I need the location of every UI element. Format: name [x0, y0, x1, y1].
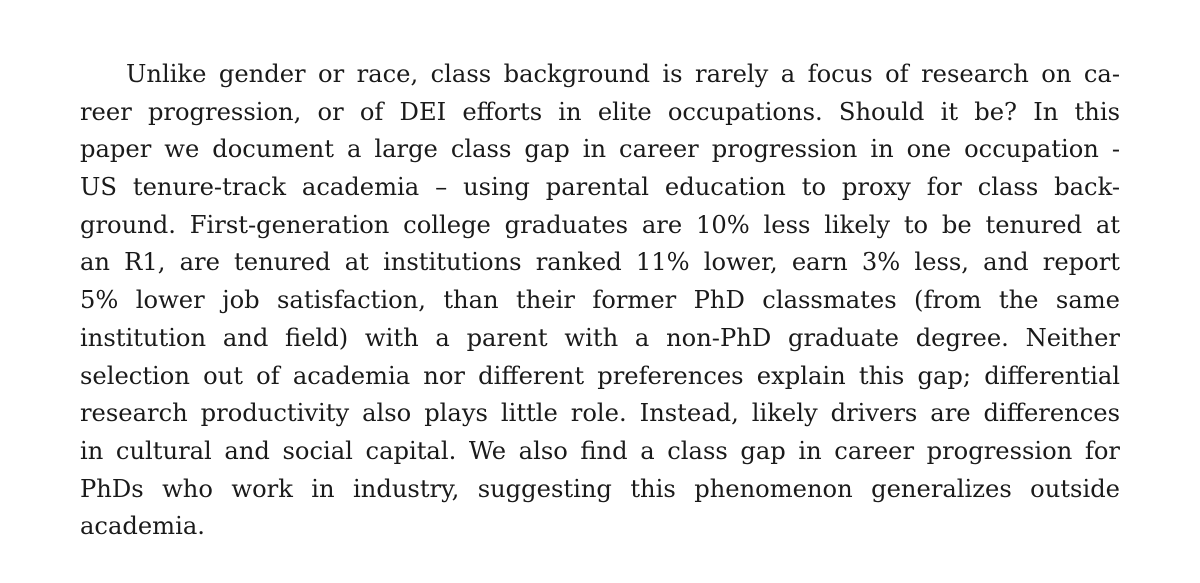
abstract-line: in cultural and social capital. We also find a class gap in career progression for: [80, 436, 1120, 465]
abstract-paragraph: [80, 56, 1120, 546]
abstract-line: 5% lower job satisfaction, than their former PhD classmates (from the same: [80, 286, 1120, 315]
abstract-line: paper we document a large class gap in career progression in one occupation -: [80, 135, 1120, 164]
abstract-line: academia.: [80, 512, 205, 541]
abstract-line: research productivity also plays little role. Instead, likely drivers are differences: [80, 399, 1120, 428]
abstract-line: US tenure-track academia – using parental education to proxy for class back-: [80, 173, 1120, 202]
abstract-line: Unlike gender or race, class background is rarely a focus of research on ca-: [126, 60, 1120, 88]
abstract-line: selection out of academia nor different preferences explain this gap; differential: [80, 361, 1120, 390]
abstract-line: institution and field) with a parent with a non-PhD graduate degree. Neither: [80, 323, 1120, 352]
abstract-line: PhDs who work in industry, suggesting this phenomenon generalizes outside: [80, 474, 1120, 503]
abstract-line: an R1, are tenured at institutions ranked 11% lower, earn 3% less, and report: [80, 248, 1120, 277]
abstract-line: ground. First-generation college graduates are 10% less likely to be tenured at: [80, 210, 1120, 239]
abstract-line: reer progression, or of DEI efforts in elite occupations. Should it be? In this: [80, 97, 1120, 126]
